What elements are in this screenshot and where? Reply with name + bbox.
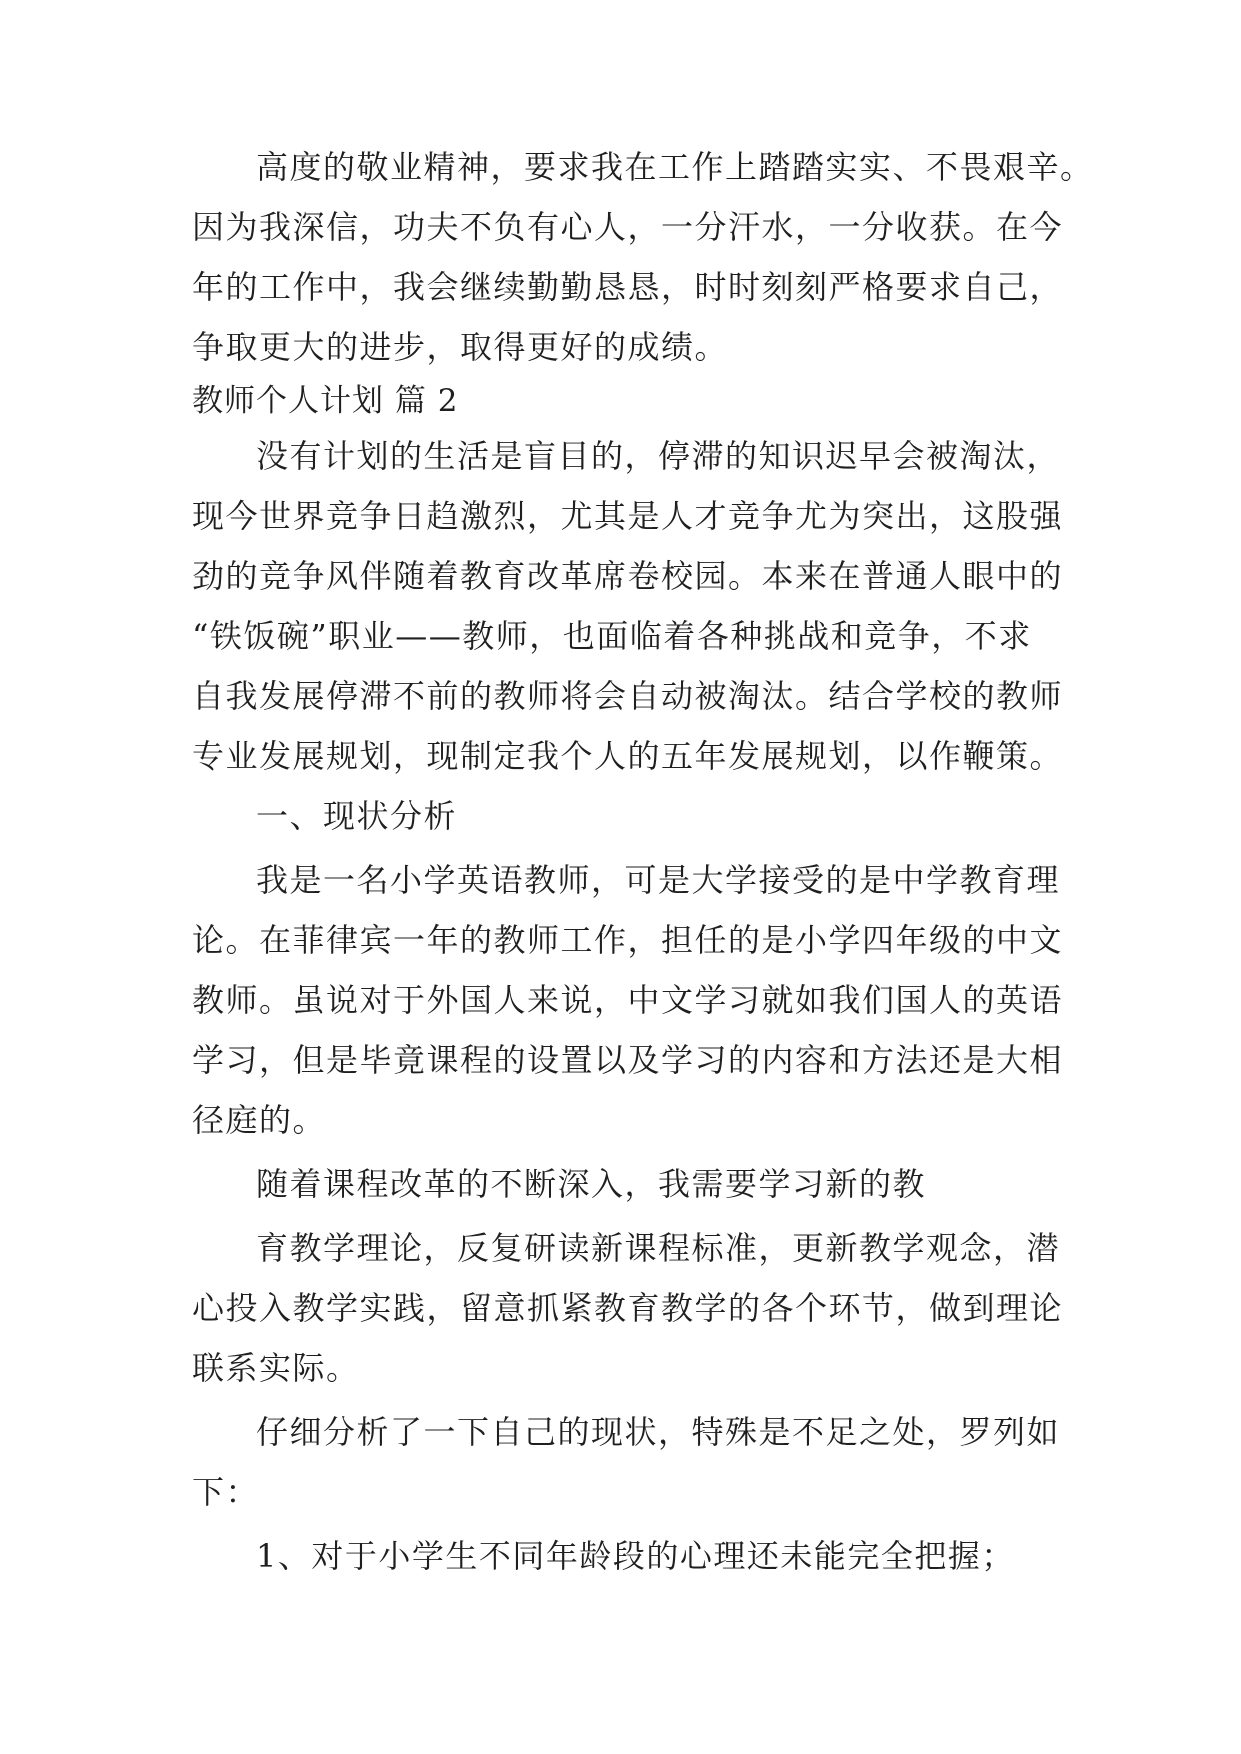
- text-line: 我是一名小学英语教师，可是大学接受的是中学教育理: [256, 861, 1061, 899]
- text-line: 专业发展规划，现制定我个人的五年发展规划，以作鞭策。: [192, 737, 1064, 775]
- text-line: 现今世界竞争日趋激烈，尤其是人才竞争尤为突出，这股强: [192, 497, 1064, 535]
- text-line: 教师。虽说对于外国人来说，中文学习就如我们国人的英语: [192, 981, 1064, 1019]
- section-heading: 教师个人计划 篇 2: [192, 383, 459, 419]
- text-line: 径庭的。: [192, 1101, 327, 1139]
- text-line: 学习，但是毕竟课程的设置以及学习的内容和方法还是大相: [192, 1041, 1064, 1079]
- text-line: 随着课程改革的不断深入，我需要学习新的教: [256, 1165, 927, 1203]
- text-line: 仔细分析了一下自己的现状，特殊是不足之处，罗列如: [256, 1413, 1061, 1451]
- text-line: 自我发展停滞不前的教师将会自动被淘汰。结合学校的教师: [192, 677, 1064, 715]
- text-line: 下：: [192, 1473, 260, 1511]
- text-line: 争取更大的进步，取得更好的成绩。: [192, 328, 729, 366]
- text-line: 因为我深信，功夫不负有心人，一分汗水，一分收获。在今: [192, 208, 1064, 246]
- text-line: 育教学理论，反复研读新课程标准，更新教学观念，潜: [256, 1229, 1061, 1267]
- list-item: 1、对于小学生不同年龄段的心理还未能完全把握；: [256, 1537, 1015, 1575]
- text-line: 心投入教学实践，留意抓紧教育教学的各个环节，做到理论: [192, 1289, 1064, 1327]
- text-line: 论。在菲律宾一年的教师工作，担任的是小学四年级的中文: [192, 921, 1064, 959]
- text-line: “铁饭碗”职业——教师，也面临着各种挑战和竞争，不求: [192, 617, 1032, 655]
- subheading: 一、现状分析: [256, 797, 458, 835]
- text-line: 年的工作中，我会继续勤勤恳恳，时时刻刻严格要求自己，: [192, 268, 1064, 306]
- text-line: 劲的竞争风伴随着教育改革席卷校园。本来在普通人眼中的: [192, 557, 1064, 595]
- text-line: 没有计划的生活是盲目的，停滞的知识迟早会被淘汰，: [256, 437, 1061, 475]
- text-line: 高度的敬业精神，要求我在工作上踏踏实实、不畏艰辛。: [256, 148, 1094, 186]
- text-line: 联系实际。: [192, 1349, 360, 1387]
